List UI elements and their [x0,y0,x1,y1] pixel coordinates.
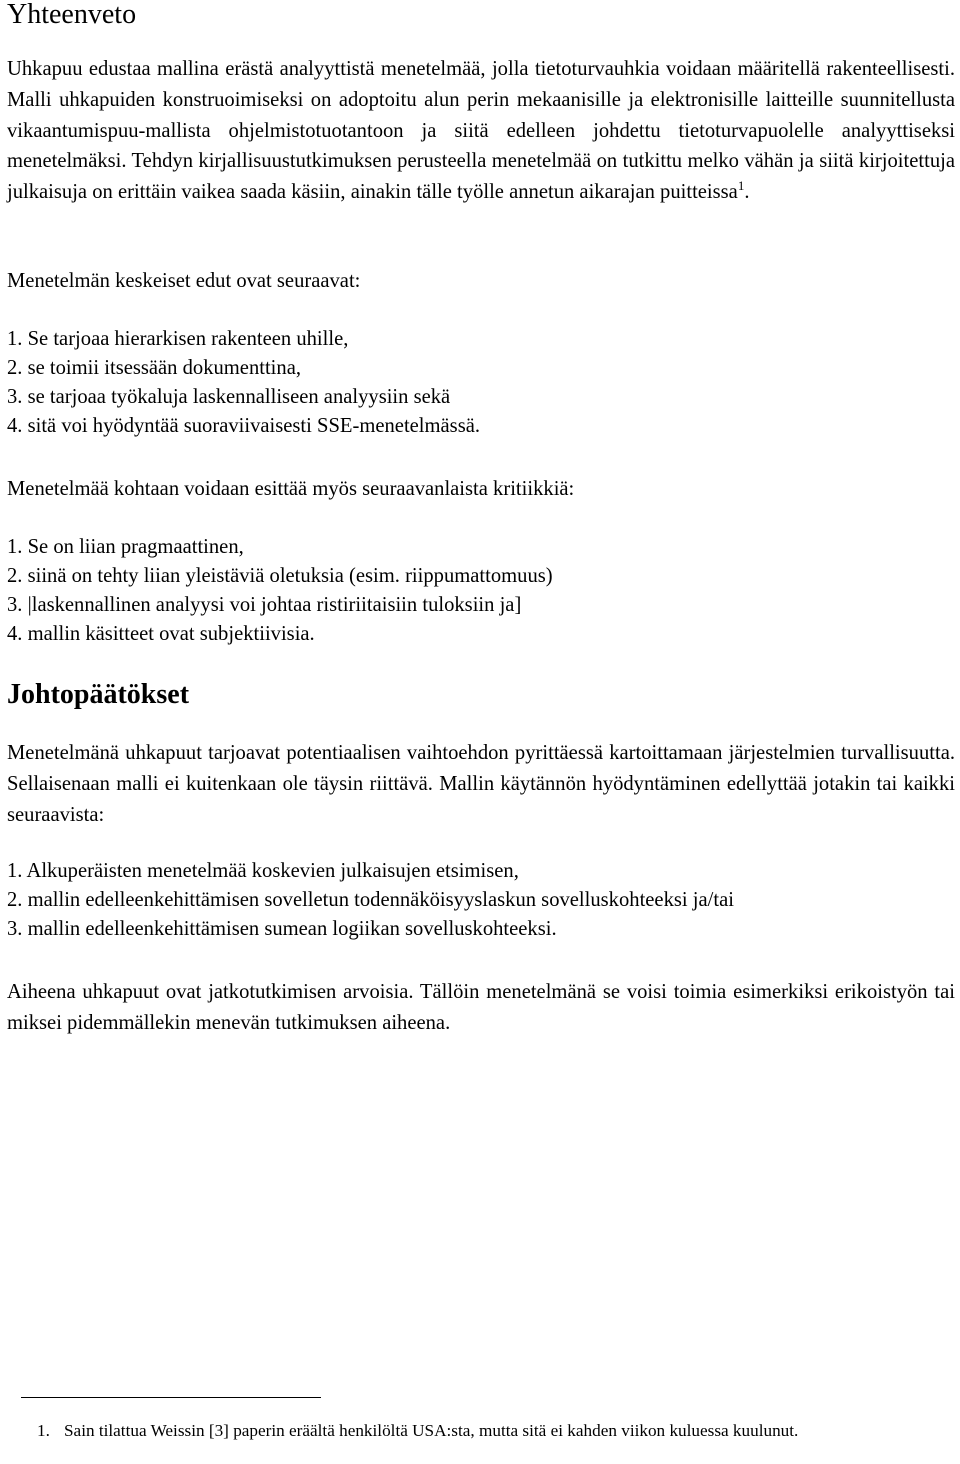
summary-intro-end: . [744,181,750,204]
footnote-divider [21,1397,321,1398]
list-item: 2. siinä on tehty liian yleistäviä oletuksia (esim. riippumattomuus) [7,565,553,587]
footnote-text: Sain tilattua Weissin [3] paperin eräältä henkilöltä USA:sta, mutta sitä ei kahden viikon kuluessa kuulunut. [64,1421,799,1440]
advantages-intro: Menetelmän keskeiset edut ovat seuraavat: [7,270,361,292]
list-item: 2. se toimii itsessään dokumenttina, [7,357,301,379]
footnote-mark: 1. [37,1421,50,1440]
criticism-list [7,533,553,649]
list-item: 2. mallin edelleenkehittämisen sovelletun todennäköisyyslaskun sovelluskohteeksi ja/tai [7,889,734,911]
advantages-list [7,325,480,441]
list-item: 1. Se tarjoaa hierarkisen rakenteen uhille, [7,328,349,350]
section-heading-summary: Yhteenveto [7,0,137,30]
footnote-reference: 1 [737,178,745,194]
footnote [37,1417,927,1445]
section-heading-conclusions: Johtopäätökset [7,679,190,710]
list-item: 4. sitä voi hyödyntää suoraviivaisesti SSE-menetelmässä. [7,415,481,437]
conclusions-list [7,857,734,944]
list-item: 4. mallin käsitteet ovat subjektiivisia. [7,623,315,645]
criticism-intro: Menetelmää kohtaan voidaan esittää myös seuraavanlaista kritiikkiä: [7,478,575,500]
list-item: 3. mallin edelleenkehittämisen sumean logiikan sovelluskohteeksi. [7,918,557,940]
list-item: 1. Alkuperäisten menetelmää koskevien julkaisujen etsimisen, [7,860,519,882]
summary-intro-text: Uhkapuu edustaa mallina erästä analyyttistä menetelmää, jolla tietoturvauhkia voidaan määritellä rakenteellisesti. Malli uhkapuiden konstruoimiseksi on adoptoitu alun perin mekaanisille ja elektronisille laitteille suunnitellusta vikaantumispuu-mallista ohjelmistotuotantoon ja siitä edelleen johdettu tietoturvapuolelle analyyttiseksi menetelmäksi. Tehdyn kirjallisuustutkimuksen perusteella menetelmää on tutkittu melko vähän ja siitä kirjoitettuja julkaisuja on erittäin vaikea saada käsiin, ainakin tälle työlle annetun aikarajan puitteissa [7,58,955,204]
conclusions-intro-paragraph: Menetelmänä uhkapuut tarjoavat potentiaalisen vaihtoehdon pyrittäessä kartoittamaan järjestelmien turvallisuutta. Sellaisenaan malli ei kuitenkaan ole täysin riittävä. Mallin käytännön hyödyntäminen edellyttää jotakin tai kaikki seuraavista: [7,742,955,826]
list-item: 3. se tarjoaa työkaluja laskennalliseen analyysiin sekä [7,386,451,408]
list-item: 3. |laskennallinen analyysi voi johtaa ristiriitaisiin tuloksiin ja] [7,594,522,616]
conclusions-closing-paragraph: Aiheena uhkapuut ovat jatkotutkimisen arvoisia. Tällöin menetelmänä se voisi toimia esimerkiksi erikoistyön tai miksei pidemmällekin menevän tutkimuksen aiheena. [7,981,955,1034]
list-item: 1. Se on liian pragmaattinen, [7,536,244,558]
summary-intro-paragraph [7,54,955,208]
